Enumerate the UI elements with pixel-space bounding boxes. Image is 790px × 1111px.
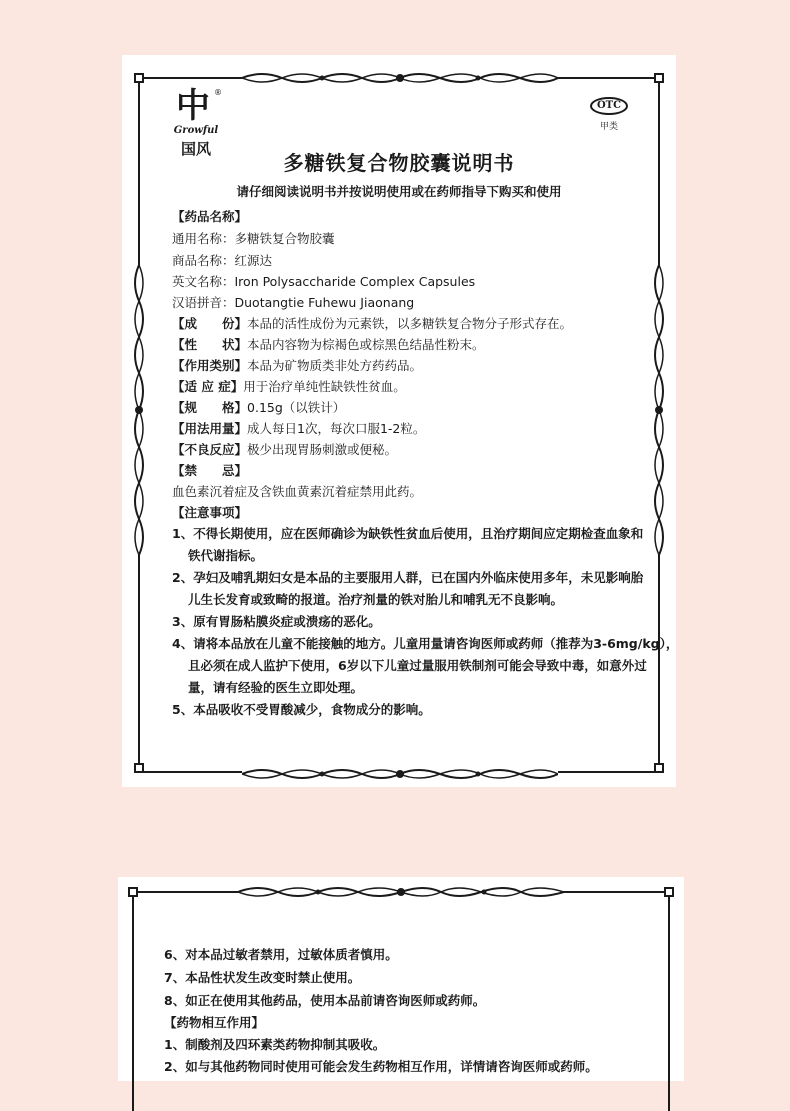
adverse-label: 【不良反应】: [172, 442, 248, 457]
precaution-item: 3、原有胃肠粘膜炎症或溃疡的恶化。: [172, 614, 381, 629]
interaction-item: 1、制酸剂及四环素类药物抑制其吸收。: [164, 1037, 386, 1052]
ornament-left: [131, 265, 147, 555]
interaction-item: 2、如与其他药物同时使用可能会发生药物相互作用，详情请咨询医师或药师。: [164, 1059, 598, 1074]
generic-name: 通用名称：多糖铁复合物胶囊: [172, 231, 335, 246]
contraindications-text: 血色素沉着症及含铁血黄素沉着症禁用此药。: [172, 484, 423, 499]
border-corner: [128, 887, 138, 897]
ornament-bottom: [242, 766, 558, 782]
ornament-top: [238, 884, 564, 900]
adverse-row: [172, 442, 397, 458]
border-corner: [654, 763, 664, 773]
precaution-item-cont: 且必须在成人监护下使用，6岁以下儿童过量服用铁制剂可能会导致中毒，如意外过: [188, 658, 647, 673]
ingredients-row: [172, 316, 572, 332]
border-corner: [664, 887, 674, 897]
english-name: 英文名称：Iron Polysaccharide Complex Capsules: [172, 274, 476, 289]
precaution-item: 6、对本品过敏者禁用，过敏体质者慎用。: [164, 947, 398, 962]
document-subtitle: 请仔细阅读说明书并按说明使用或在药师指导下购买和使用: [236, 184, 562, 199]
pinyin-name: 汉语拼音：Duotangtie Fuhewu Jiaonang: [172, 295, 415, 310]
precaution-item: 2、孕妇及哺乳期妇女是本品的主要服用人群，已在国内外临床使用多年，未见影响胎: [172, 570, 644, 585]
specification-row: [172, 400, 345, 416]
logo-mark: 中: [176, 86, 208, 126]
otc-mark: [590, 97, 630, 137]
precaution-item: 5、本品吸收不受胃酸减少，食物成分的影响。: [172, 702, 431, 717]
border-corner: [134, 763, 144, 773]
ornament-top: [242, 70, 558, 86]
specification-text: 0.15g（以铁计）: [247, 400, 346, 415]
indications-row: [172, 379, 406, 395]
specification-label: 【规 格】: [172, 400, 248, 415]
dosage-text: 成人每日1次，每次口服1-2粒。: [247, 421, 426, 436]
section-header-interactions: 【药物相互作用】: [164, 1015, 265, 1030]
registered-mark: ®: [214, 88, 222, 97]
precaution-item: 1、不得长期使用，应在医师确诊为缺铁性贫血后使用，且治疗期间应定期检查血象和: [172, 526, 644, 541]
section-header-drug-name: 【药品名称】: [172, 209, 248, 224]
leaflet-page-1: [122, 55, 679, 787]
document-title: 多糖铁复合物胶囊说明书: [283, 151, 515, 175]
ingredients-text: 本品的活性成份为元素铁，以多糖铁复合物分子形式存在。: [247, 316, 573, 331]
brand-name-en: Growful: [173, 125, 219, 136]
precaution-item: 7、本品性状发生改变时禁止使用。: [164, 970, 361, 985]
precaution-item: 4、请将本品放在儿童不能接触的地方。儿童用量请咨询医师或药师（推荐为3-6mg/kg），: [172, 636, 679, 651]
dosage-row: [172, 421, 425, 437]
indications-text: 用于治疗单纯性缺铁性贫血。: [243, 379, 406, 394]
adverse-text: 极少出现胃肠刺激或便秘。: [247, 442, 398, 457]
precaution-item-cont: 铁代谢指标。: [188, 548, 264, 563]
category-row: [172, 358, 422, 374]
ingredients-label: 【成 份】: [172, 316, 248, 331]
properties-text: 本品内容物为棕褐色或棕黑色结晶性粉末。: [247, 337, 485, 352]
properties-row: [172, 337, 485, 353]
properties-label: 【性 状】: [172, 337, 248, 352]
indications-label: 【适 应 症】: [172, 379, 244, 394]
precaution-item-cont: 儿生长发育或致畸的报道。治疗剂量的铁对胎儿和哺乳无不良影响。: [188, 592, 564, 607]
category-label: 【作用类别】: [172, 358, 248, 373]
precaution-item: 8、如正在使用其他药品，使用本品前请咨询医师或药师。: [164, 993, 486, 1008]
dosage-label: 【用法用量】: [172, 421, 248, 436]
border-corner: [654, 73, 664, 83]
ornament-right: [651, 265, 667, 555]
precaution-item-cont: 量，请有经验的医生立即处理。: [188, 680, 364, 695]
brand-name-cn: 国风: [180, 140, 211, 158]
contraindications-label: 【禁 忌】: [172, 463, 248, 478]
otc-category: 甲类: [599, 122, 618, 132]
section-header-precautions: 【注意事项】: [172, 505, 248, 520]
otc-badge: OTC: [590, 97, 628, 115]
trade-name: 商品名称：红源达: [172, 253, 273, 268]
leaflet-page-2: [118, 877, 684, 1081]
border-corner: [134, 73, 144, 83]
category-text: 本品为矿物质类非处方药药品。: [247, 358, 423, 373]
